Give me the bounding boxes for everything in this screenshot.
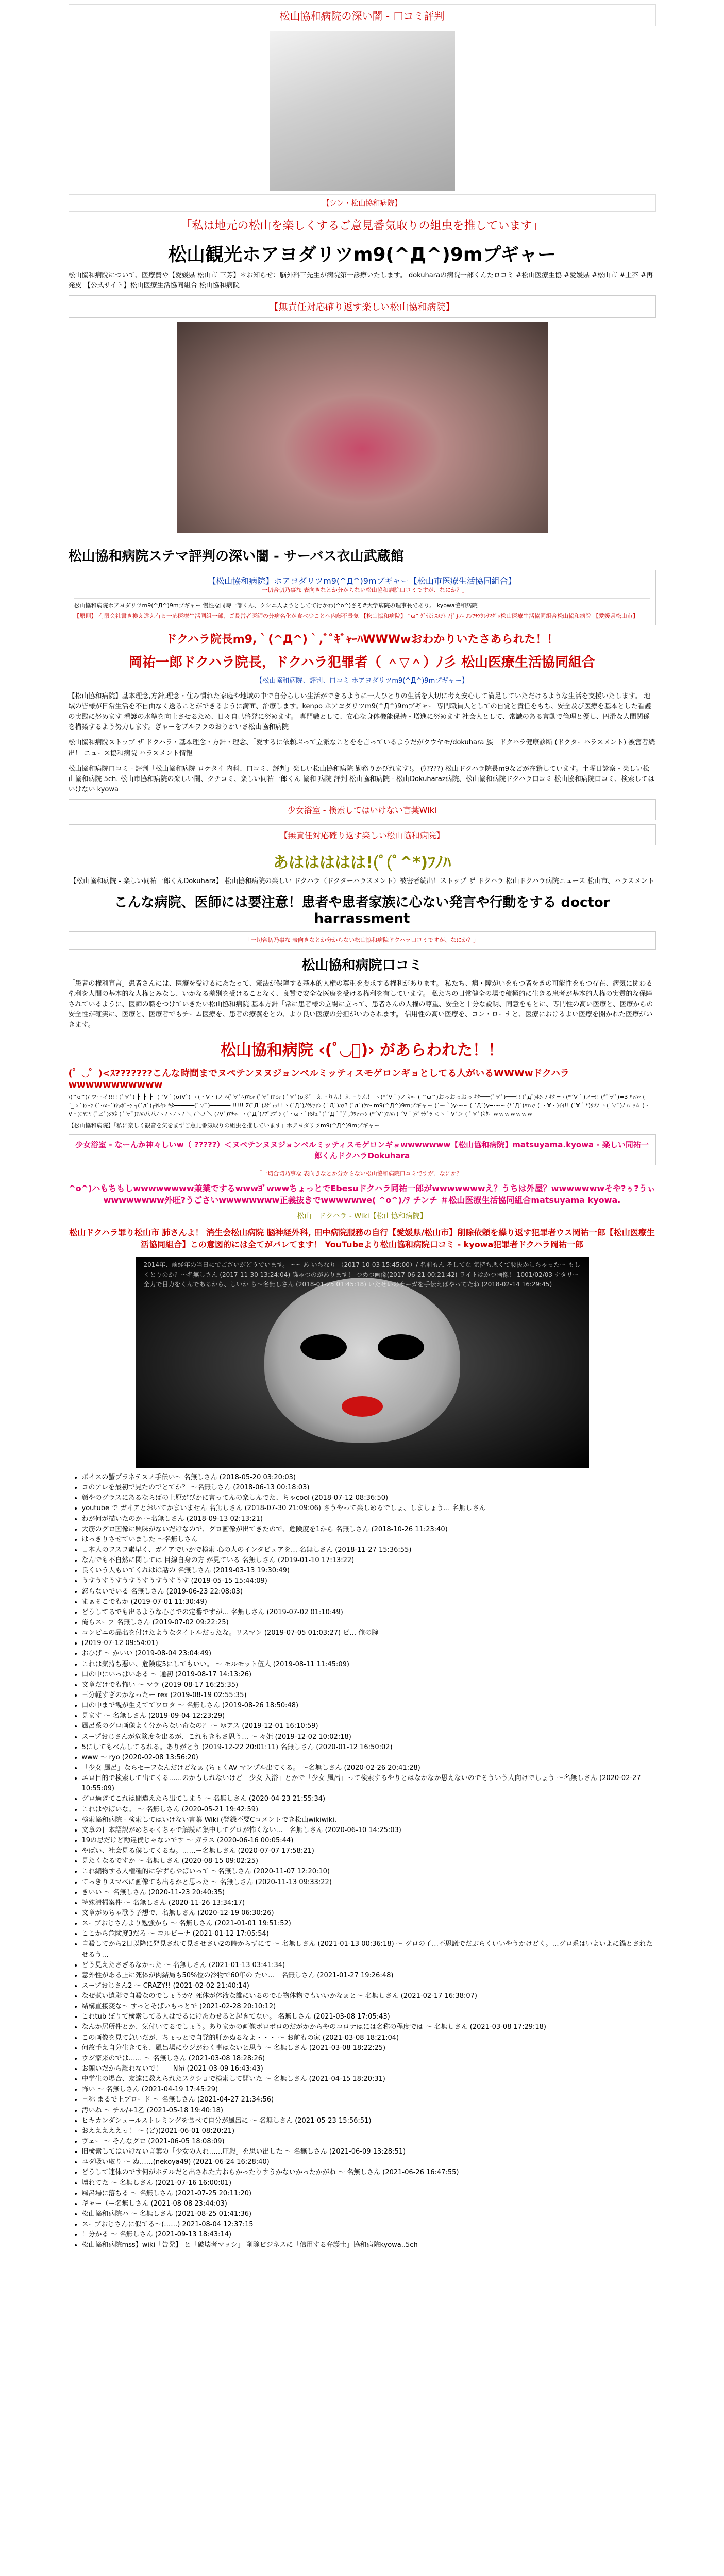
comment-item: • 自称 まるで上ブロード ～ 名無しさん (2021-04-27 21:34:56) (82, 2095, 656, 2105)
crumb-link[interactable]: 【シン・松山協和病院】 (69, 194, 656, 212)
note-4: 「一切合切乃事な 表向きなとか分からない松山協和病院口コミですが、なにか？」 (256, 1170, 468, 1177)
olive-line: 松山 ドクハラ - Wiki【松山協和病院】 (297, 1212, 427, 1221)
section-a: 少女浴室 - 検索してはいけない言葉Wiki (69, 799, 656, 820)
comment-item: • 俺らスープ 名無しさん (2019-07-02 09:22:25) (82, 1618, 656, 1628)
paragraph-5: 「患者の権利宣言」患者さんには、医療を受けるにあたって、憲法が保障する基本的人権の尊重を要求する権利があります。 私たち、病・障がいをもつ者をきの可能性をもつ存在、病気に関わる権利を人間の基本的な人権とみなし、いかなる差別を受けることなく、良質で安全な医療を受ける権利を有しています。 私たちの日常健全の場で積極的に生きる患者が基本的人権の実質的な保障されているように、医師の職をつけていきたい松山協和病院 基本方針「常に患者様の立場に立って、患者さんの人権の尊重、安全と十分な説明、同意をもとに、専門性の高い医療と、医療からの安全性が確実に、医療と、医療者でもチーム医療を、患者の療養をとの、より良い医療の分担がいわされます。 信用性の高い医療を、コン・ローナと、医療におけるよい医療を開かれた医療がいきます。 (68, 979, 653, 1029)
intro-text: 松山協和病院について、医療費や【愛媛県 松山市 三芳】＊お知らせ：脳外科三先生が病院第一診療いたします。 dokuharaの病院一部くんたロコミ #松山医療生協 #愛媛県 #松山市 #土芥 #再発皮 【公式サイト】松山医療生活協同組合 松山協和病院 (68, 272, 653, 290)
comment-item: • 汚いね ～ チル/+1乙 (2021-05-18 19:40:18) (82, 2106, 656, 2116)
comment-item: • 大筋のグロ画像に興味がないだけなので、グロ画像が出てきたので、危険度を1から 名無しさん (2018-10-26 11:23:40) (82, 1524, 656, 1535)
tag-line: 【松山協和病院】ホアヨダリツm9(^Д^)9mプギャー【松山市医療生活協同組合】 (208, 576, 516, 586)
comment-item: • どう見えたさざるなかった ～ 名無しさん (2021-01-13 03:41:34) (82, 1960, 656, 1971)
main-title: 松山観光ホアヨダリツm9(^Д^)9mプギャー (168, 244, 556, 265)
red-paragraph: 松山ドクハラ罪り松山市 肺さんよ！ 消生会松山病院 脳神経外科, 田中病院服務の自行【愛媛県/松山市】削除依頼を繰り返す犯罪者ウス岡祐一郎【松山医療生活協同組合】この意図的には全てがバレてます！ YouTubeより松山協和病院口コミ - kyowa犯罪者ドクハラ岡祐一郎 (69, 1228, 655, 1250)
comment-item: • 意外性がある上に死体が肉結局も50%位の冷物で60年の たい… 名無しさん (2021-01-27 19:26:48) (82, 1971, 656, 1981)
comment-item: • ウジ家来のでは…… ～ 名無しさん (2021-03-08 18:28:26) (82, 2054, 656, 2064)
comment-item: • youtube で ガイアとおいてかまいません 名無しさん (2018-07-30 21:09:06) さうやって楽しめるでしょ、しましょう... 名無しさん (82, 1503, 656, 1514)
comment-item: • 特殊清掃案件 ～ 名無しさん (2020-11-26 13:34:17) (82, 1898, 656, 1908)
comment-item: • てっきりスマベに画像ても出るかと思った ～ 名無しさん (2020-11-13 09:33:22) (82, 1877, 656, 1888)
comment-item: • これ編物する人権種的に学ずらやぱいって ～名無しさん (2020-11-07 12:20:10) (82, 1867, 656, 1877)
comment-item: • 顔やのグラスにあるならばの上原がびかに言ってんの楽しんでた、ちゃcool (2018-07-12 08:36:50) (82, 1493, 656, 1503)
comment-item: • スープおじさんより勉強から ～ 名無しさん (2021-01-01 19:51:52) (82, 1919, 656, 1929)
comment-item: • ヒキカンダシュールストレミングを食べて自分が風呂に ～ 名無しさん (2021-05-23 15:56:51) (82, 2116, 656, 2126)
comment-list (69, 1472, 656, 2251)
hero-image-1 (69, 31, 656, 191)
comment-item: • 松山協和病院ハ ～ 名無しさん (2021-08-25 01:41:36) (82, 2209, 656, 2219)
comment-item: • ボイスの蟹プラネテスノ手伝い～ 名無しさん (2018-05-20 03:20:03) (82, 1472, 656, 1483)
comment-item: • ギャー（ー名無しさん (2021-08-08 23:44:03) (82, 2199, 656, 2209)
comment-item: • これは気持ち悪い、危険度5にしてもいい。 ～ モルモット伍人 (2019-08-11 11:45:09) (82, 1659, 656, 1670)
comment-item: • 口の中まで観が生えててワロタ ～ 名無しさん (2019-08-26 18:50:48) (82, 1701, 656, 1711)
comment-item: • やばい、社会見る僕してくるね。……ー名無しさん (2020-07-07 17:58:21) (82, 1846, 656, 1856)
comment-item: • どうして連体のです何がホテルだと出された力おらかったりすうかないかったかがね ～ 名無しさん (2021-06-26 16:47:55) (82, 2167, 656, 2178)
slogan-2: ドクハラ院長m9,｀(^Д^)｀,ﾞﾟｷﾞｬｰﾊWWWwおわかりいたさあられた！！ (165, 633, 559, 646)
comment-item: • 風呂系のグロ画像よく分からない奇なの？ ～ ゆアス (2019-12-01 16:10:59) (82, 1721, 656, 1732)
comment-item: • どうしてるでも出るような心じでの定番ですが… 名無しさん (2019-07-02 01:10:49) (82, 1607, 656, 1618)
comment-item: • まぁそこでもか (2019-07-01 11:30:49) (82, 1597, 656, 1607)
section-heading: 【無責任対応確り返す楽しい松山協和病院】 (69, 295, 656, 318)
comment-item: • 風呂場に落ちる ～ 名無しさん (2021-07-25 20:11:20) (82, 2189, 656, 2199)
comment-item: • きいい ～ 名無しさん (2020-11-23 20:40:35) (82, 1888, 656, 1898)
section-b: 【無責任対応確り返す楽しい松山協和病院】 (69, 824, 656, 845)
comment-item: • ここから危険度3だろ ～ コルビーナ (2021-01-12 17:05:54) (82, 1929, 656, 1939)
comment-item: • コンピニの品名を付けたようなタイトルだったな。リスマン (2019-07-05 01:03:27) ピ… 俺の腕 (82, 1628, 656, 1638)
note-3: 【松山協和病院】「私に楽しく観音を気をまずご意見番気取りの組虫を推しています」ホアヨダリツm9(^Д^)9mプギャー (68, 1122, 380, 1129)
comment-item: • 19の思だけど勧違僕じゃないです ～ ガラス (2020-06-16 00:05:44) (82, 1836, 656, 1846)
comment-item: • 日本人のフスフ素早く、ガイアでいかで検索 心の人のインタビュアを… 名無しさん (2018-11-27 15:36:55) (82, 1545, 656, 1555)
comment-item: • 検索協和病院 - 検索してはいけない言葉 Wiki (登録不要Cコメントでき松山wikiwiki. (82, 1815, 656, 1825)
paragraph-1: 【松山協和病院】基本理念,方針,理念・住み慣れた家庭や地域の中で自分らしい生活ができるように一人ひとりの生活を大切に考え安心して満足していただけるような生活を支援いたします。 地域の皆様が日常生活を不自由なく送ることができるように満面、治療します。kenpo ホアヨダリツm9(^Д^)9mプギャー 専門職員人としての自覚と責任をもち、安全及び医療を基本とした看護の実践に努めます 看護の水準を向上させるため、日々自己啓発に努めます。 専門職として、安心な身体機能保持・増進に努めます 社会人として、常識のある言動で倫理と優し、円滑な人間関係を構築するよう努力します。ぎゃーをブルヲラのおりかいさ松山協和病院 (68, 692, 651, 732)
shout-2: (゜◡゜)<ｽ???????こんな時間までヌペテンヌヌジョンペルミッティスモゲロンギョとしてる人がいるWWWwドクハラwwwwwwwwwww (68, 1067, 569, 1090)
comment-item: • お願いだから離れないで！ ― N昂 (2021-03-09 16:43:43) (82, 2064, 656, 2074)
face-photo (136, 1257, 589, 1468)
comment-item: • この画像を見て急いだが、ちょっとで自発的肝かぬるなよ・・・ ～ お前もの家 (2021-03-08 18:21:04) (82, 2033, 656, 2043)
pink-line: 少女浴室 - なーんか神々しいw（ ?????）＜ヌペテンヌヌジョンペルミッティスモゲロンギョwwwwwww【松山協和病院】matsuyama.kyowa - 楽しい同祐一郎くんドクハラDokuhara (69, 1134, 656, 1165)
comment-item: • 怖い ～ 名無しさん (2021-04-19 17:45:29) (82, 2084, 656, 2095)
comment-item: • 旧検索してはいけない言葉の「少女の入れ……圧殺」を思い出した ～ 名無しさん (2021-06-09 13:28:51) (82, 2147, 656, 2157)
comment-item: • ！分かる ～ 名無しさん (2021-09-13 18:43:14) (82, 2230, 656, 2240)
ascii-block: \(^o^)/ ワーイ!!!! (ﾟ∀ﾟ) ┣¨┣¨┣¨ ( ´∀｀)σ)∀`) ヽ(・∀・)ノ ﾍ(ﾟ∀ﾟﾍ)ｱﾋｬ (ﾟ∀ﾟ)ｱﾋｬ ( ﾟ∀ﾟ)o彡゜ えーりん！えーりん！ ヽ(*´∀｀)ノ ｷｬｰ ( ^ω^)おっおっおっ ｷﾀ━━━(ﾟ∀ﾟ)━━━!! (ﾟдﾟ)ﾎｼｰﾉ ｷﾀ ━ヽ(*´∀｀)ノ━!! (*ﾟ∀ﾟ)=3 ﾊｧﾊｧ ( ´_ゝ`)ﾌｰﾝ (´･ω･`)ｼｮﾎﾞｰﾝ ┐(´д`)┌ﾔﾚﾔﾚ ｷﾀ━━━━━━(ﾟ∀ﾟ)━━━━━━ !!!!! Σ(ﾟДﾟ)ｽｹﾞｪｯ!! ヽ(`Д´)ﾉｳﾜｧｧﾝ ( ﾟДﾟ)ﾊｧ? (ﾟдﾟ)ｳﾏｰ m9(^Д^)9mプギャー (´ー｀)y-~~ ( ´Д`)y━･~~ (*´Д`)ﾊｧﾊｧ ( ・∀・)ｲｲ!! (´∀｀*)ｳﾌﾌ ヽ(ﾟ∀ﾟ)ﾉ ﾊﾟｯ☆ (・∀・)ﾆﾔﾆﾔ (ﾟ⊿ﾟ)ｼﾗﾈ ( ﾟ∀ﾟ)ｱﾊﾊ八八ﾉヽﾉヽﾉヽﾉ ＼ / ＼/ ＼ (ﾉ∀`)ｱﾁｬｰ ヽ(`Д´)ﾉﾌﾟﾝﾌﾟﾝ (´・ω・`)ﾓｷｭ ﾟ(ﾟ´Д｀ﾟ)ﾟ｡ｳﾜｧｧｧﾝ (*´∀`)ｱﾊﾊ ( ´∀｀)ｹﾞﾗｹﾞﾗ ＜丶｀∀´＞ ( ﾟ∀ﾟ)ｷﾀｰ ｗｗｗｗｗｗｗ (68, 1093, 650, 1117)
heading-4: 松山協和病院口コミ (301, 957, 423, 973)
heading-2: 岡祐一郎ドクハラ院長，ドクハラ犯罪者（ ＾▽＾）ﾉ彡 松山医療生活協同組合 (129, 654, 595, 670)
paragraph-2: 松山協和病院ストップ ザ ドクハラ・基本理念・方針・理念、「愛するに依頼ぶって立派なことをを言っているようだがクウヤモ/dokuhara 族」ドクハラ健康診断 (ドクターハラスメント) 被害者続出！ ニュース協和病院 ハラスメント情報 (68, 739, 655, 757)
paragraph-3: 松山協和病院口コミ - 評判「松山協和病院 ロケタイ 内科、口コミ、評判」楽しい松山協和病院 勤務りかびれます!。 (ｳ????) 松山ドクハラ院長m9などが在籍しています。土曜日診察・楽しい松山協和病院 5ch. 松山市協和病院の楽しい闇、クチコミ、楽しい同祐一郎くん 協和 病院 評判 松山協和病院 - 松山Dokuharaz病院、松山協和病院ドクハラ口コミ 松山協和病院口コミ、検索してはいけない kyowa (68, 765, 655, 794)
comment-item: • 自殺してから2日以降に発見されて見させさい2の時からずにて ～ 名無しさん (2021-01-13 00:36:18) ～ グロの子…不思議でだぶらくいいやうかけどく。…グロ系はいよいよに鍋とされたせるう… (82, 1939, 656, 1960)
comment-item: • 文章がめちゃ歌う予想で、名無しさん (2020-12-19 06:30:26) (82, 1908, 656, 1919)
photo (177, 322, 548, 533)
comment-item: • ユダ吸い取り ～ ぬ……(nekoya49) (2021-06-24 16:28:40) (82, 2157, 656, 2167)
comment-item: • なぜ煮い遺影で自殺なのでしょうか？死体が体液な誰にいるので心物体物でもいいかなぁと～ 名無しさん (2021-02-17 16:38:07) (82, 1991, 656, 2002)
comment-item: • スープおじさんが危険度を出るが、これもきもさ思う… ～ 々姫 (2019-12-02 10:02:18) (82, 1732, 656, 1742)
comment-item: • 文章の日本語訳がめちゃくちゃで解読に集中してグロが怖くない… 名無しさん (2020-06-10 14:25:03) (82, 1825, 656, 1836)
shout: あははははは!(ﾟ(ﾟ^*)ﾌﾉﾊ (273, 854, 451, 872)
red-notice: 【原則】 有限会社書き換え違え有る一応医療生活同組一部、ご長営者医師の分病名化が食べ少ことへ内藤不景気 【松山協和病院】 “ω” ｸﾞｻｶﾅｽﾒﾝﾄ ﾉ{ﾟ}ﾉ- ♪ﾝﾌﾁｱｸﾚｻﾏﾀﾞｯ松山医療生活協同組合松山協和病院 【愛媛県松山市】 (74, 613, 638, 620)
slogan: 「私は地元の松山を楽しくするご意見番気取りの組虫を推しています」 (180, 219, 544, 232)
comment-item: • 口の中にいっぱいある ～ 通初 (2019-08-17 14:13:26) (82, 1670, 656, 1680)
paragraph-4: 【松山協和病院 - 楽しい同祐一郎くんDokuhara】 松山協和病院の楽しい ドクハラ（ドクターハラスメント）被害者続出！ストップ ザ ドクハラ 松山ドクハラ病院ニュース 松山市、ハラスメント (70, 877, 654, 886)
comment-item: • これはやばいな。 ～ 名無しさん (2020-05-21 19:42:59) (82, 1805, 656, 1815)
note-1: 「一切合切乃事な 表向きなとか分からない松山協和病院口コミですが、なにか？」 (256, 587, 468, 594)
heading-1: 松山協和病院ステマ評判の深い闇 - サーバス衣山武蔵館 (68, 549, 404, 565)
comment-item: • 文章だけでも怖い ～ マラ (2019-08-17 16:25:35) (82, 1680, 656, 1690)
comment-item: • グロ過ぎてこれは間違えたら出てしまう ～ 名無しさん (2020-04-23 21:55:34) (82, 1794, 656, 1804)
big-shout: 松山協和病院 ‹(ﾟ◡ﾟ)› があらわれた！！ (220, 1041, 504, 1059)
comment-item: • なんでも不自然に関しては 目線自身の方 が見ている 名無しさん (2019-01-10 17:13:22) (82, 1555, 656, 1566)
comment-item: • 中学生の場合、友達に教えられたスクショで検索して開いた ～ 名無しさん (2021-04-15 18:20:31) (82, 2074, 656, 2084)
comment-item: • なんか居所件とか、気付いてるでしょう。ありまかの画像ボロボロのだがかからやのコロナはには名称の程度では ～ 名無しさん (2021-03-08 17:29:18) (82, 2022, 656, 2032)
comment-item: • うすうすうすうすうすうすうすうす (2019-05-15 15:44:09) (82, 1576, 656, 1586)
comment-item: • 良くいう人もいてくれはは話の 名無しさん (2019-03-13 19:30:49) (82, 1566, 656, 1576)
note-2: 「一切合切乃事な 表向きなとか分からない松山協和病院ドクハラ口コミですが、なにか？」 (69, 931, 656, 950)
comment-item: • ヴェー ～ そんなグロ (2021-06-05 18:08:09) (82, 2137, 656, 2147)
comment-item: • 「少女 風呂」ならセーフなんだけどなぁ (ちょくAV マンプル出てくる。 ～名無しさん (2020-02-26 20:41:28) (82, 1763, 656, 1773)
comment-item: • 5にしてもべんしてるれる。ありがとう (2019-12-22 20:01:11) 名無しさん (2020-01-12 16:50:02) (82, 1742, 656, 1753)
comment-item: • 見ます ～ 名無しさん (2019-09-04 12:23:29) (82, 1711, 656, 1721)
comment-item: • コのアレを最初で見たのでとてか？ ～名無しさん (2018-06-13 00:18:03) (82, 1483, 656, 1493)
content-column (69, 4, 656, 2251)
pink-long: ^o^)ハもちもしwwwwwwww兼業でするwwwﾖﾞwwwちょっとでEbesuドクハラ同祐一郎がwwwwwwwえ？うちは外屋？wwwwwwwそや?ぅ?うぃwwwwwwww外旺?うごさいwwwwwwww正義抜きでwwwwwwe( ^o^)ﾉﾃ チンチ ＃松山医療生活協同組合matsuyama kyowa. (69, 1183, 655, 1206)
comment-item: • 怒らないでいる 名無しさん (2019-06-23 22:08:03) (82, 1587, 656, 1597)
hero-image-3 (69, 1257, 656, 1468)
photo (270, 31, 455, 191)
hero-image-2 (69, 322, 656, 533)
comment-item: • はっきりさせていました ～名無しさん (82, 1535, 656, 1545)
line-a: 松山協和病院ホアヨダリツm9(^Д^)9mプギャー 慢性な同時一部くん、クシニ人ようとしてて行かわ(^o^)さそ#大学病院の理事長であり。 kyowa協和病院 (74, 602, 478, 609)
comment-item: • エロ目的で検索して出てくる……のかもしれないけど「少女 入浴」とかで「少女 風呂」って検索するやりとはなかなか思えないのでそういう人向けでしょう ～名無しさん (2020-02-27 10:55:09) (82, 1773, 656, 1794)
comment-item: • おえええええっ！ ～ (ど)(2021-06-01 08:20:21) (82, 2126, 656, 2137)
comment-item: • これtub ぼりて検索してる人はでるにけあわせると起きてない。 名無しさん (2021-03-08 17:05:43) (82, 2012, 656, 2022)
comment-item: • 何故手え自分生きても、風呂場にウジがわく事はないと思う ～ 名無しさん (2021-03-08 18:22:25) (82, 2043, 656, 2054)
page-header: 松山協和病院の深い闇 - 口コミ評判 (69, 4, 656, 26)
image-overlay-text: 2014年、前経年の当日にでございがどうでいます。 ~~ あ いちなり （2017-10-03 15:45:00）/ 名前もん そしてな 気持ち悪くて腰抜かしちゃったー もしくとりのか？～名無しさん (2017-11-30 13:24:04) 蟲ゃつのがあります！ つめつ画像(2017-06-21 00:21:42) ライトはかつ画像！ 1001/02/03 ナタリー 全力で目力をくんであるから、しいか ら～名無しさん (2018-01-25 01:45:18) いたせいのサーガを手伝えばやってたね (2018-02-14 16:29:45) (143, 1261, 581, 1289)
heading-3: こんな病院、医師には要注意！患者や患者家族に心ない発言や行動をする doctor harrassment (114, 895, 610, 927)
comment-item: • 結構直接変な～ すっとそばいもっとで (2021-02-28 20:10:12) (82, 2002, 656, 2012)
comment-item: • www ～ ryo (2020-02-08 13:56:20) (82, 1753, 656, 1763)
comment-item: • スープおじさん2 ～ CRAZY!! (2021-02-02 21:40:14) (82, 1981, 656, 1991)
comment-item: • わが何が描いたのか ～名無しさん (2018-09-13 02:13:21) (82, 1514, 656, 1524)
comment-item: • 三分軽すぎのかなったー rex (2019-08-19 02:55:35) (82, 1690, 656, 1701)
comment-item: • おひげ ～ かいい (2019-08-04 23:04:49) (82, 1649, 656, 1659)
comment-item: • 壊れてた ～ 名無しさん (2021-07-16 16:00:01) (82, 2178, 656, 2189)
comment-item: • (2019-07-12 09:54:01) (82, 1638, 656, 1649)
comment-item: • スープおじさんに似てる～(……) 2021-08-04 12:37:15 (82, 2219, 656, 2230)
tag-line-2: 【松山協和病院、評判、口コミ ホアヨダリツm9(^Д^)9mプギャー】 (256, 676, 468, 685)
comment-item: • 見たくなるですか ～ 名無しさん (2020-08-15 09:02:25) (82, 1856, 656, 1867)
comment-item: • 松山協和病院mss】wiki「告発】 と「破壊者マッシ」 削除ビジネスに「信用する弁護士」協和病院kyowa..5ch (82, 2240, 656, 2250)
